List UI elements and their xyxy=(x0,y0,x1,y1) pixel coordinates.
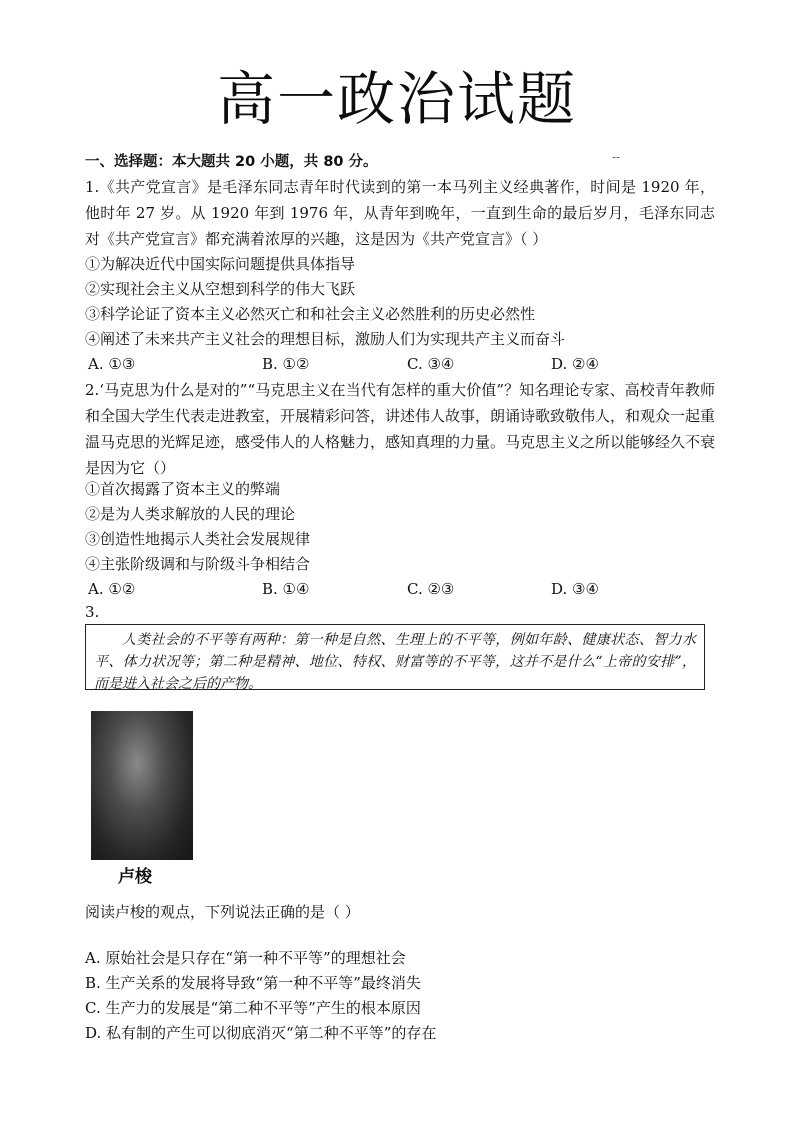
q1-option-a: A. ①③ xyxy=(88,355,136,373)
q1-option-c: C. ③④ xyxy=(407,355,455,373)
q1-item-1: ①为解决近代中国实际问题提供具体指导 xyxy=(85,255,356,273)
q2-option-b: B. ①④ xyxy=(262,580,310,598)
q3-quote-box: 人类社会的不平等有两种：第一种是自然、生理上的不平等，例如年龄、健康状态、智力水平、体力状况等；第二种是精神、地位、特权、财富等的不平等，这并不是什么“上帝的安排”，而是进入社会之后的产物。 xyxy=(85,624,705,690)
q1-option-d: D. ②④ xyxy=(551,355,599,373)
q2-option-d: D. ③④ xyxy=(551,580,599,598)
q2-option-a: A. ①② xyxy=(88,580,136,598)
q3-number: 3. xyxy=(85,603,100,621)
page-title: 高一政治试题 xyxy=(216,65,577,133)
q3-option-b: B. 生产关系的发展将导致“第一种不平等”最终消失 xyxy=(85,974,421,992)
q1-item-4: ④阐述了未来共产主义社会的理想目标，激励人们为实现共产主义而奋斗 xyxy=(85,330,566,348)
q3-option-c: C. 生产力的发展是“第二种不平等”产生的根本原因 xyxy=(85,999,421,1017)
q2-item-2: ②是为人类求解放的人民的理论 xyxy=(85,505,296,523)
q2-item-1: ①首次揭露了资本主义的弊端 xyxy=(85,480,281,498)
q1-item-3: ③科学论证了资本主义必然灭亡和和社会主义必然胜利的历史必然性 xyxy=(85,305,536,323)
q1-item-2: ②实现社会主义从空想到科学的伟大飞跃 xyxy=(85,280,356,298)
section-header: 一、选择题：本大题共 20 小题，共 80 分。 xyxy=(85,154,378,170)
portrait-caption: 卢梭 xyxy=(118,867,152,887)
q3-option-d: D. 私有制的产生可以彻底消灭“第二种不平等”的存在 xyxy=(85,1024,437,1042)
q2-stem: 2.‘马克思为什么是对的”“马克思主义在当代有怎样的重大价值”？知名理论专家、高校青年教师和全国大学生代表走进教室，开展精彩问答，讲述伟人故事，朗诵诗歌致敬伟人，和观众一起重温马克思的光辉足迹，感受伟人的人格魅力，感知真理的力量。马克思主义之所以能够经久不衰是因为它（） xyxy=(85,381,716,477)
q2-item-3: ③创造性地揭示人类社会发展规律 xyxy=(85,530,311,548)
q3-stem: 阅读卢梭的观点，下列说法正确的是（ ） xyxy=(85,903,360,921)
q3-option-a: A. 原始社会是只存在“第一种不平等”的理想社会 xyxy=(85,949,406,967)
q2-option-c: C. ②③ xyxy=(407,580,455,598)
q1-option-b: B. ①② xyxy=(262,355,310,373)
rousseau-portrait-image xyxy=(91,711,193,860)
corner-mark: -- xyxy=(612,150,621,164)
q2-item-4: ④主张阶级调和与阶级斗争相结合 xyxy=(85,555,311,573)
q1-stem: 1.《共产党宣言》是毛泽东同志青年时代读到的第一本马列主义经典著作，时间是 1920 年，他时年 27 岁。从 1920 年到 1976 年，从青年到晚年，一直到生命的最后岁月，毛泽东同志对《共产党宣言》都充满着浓厚的兴趣，这是因为《共产党宣言》（ ） xyxy=(85,178,715,248)
